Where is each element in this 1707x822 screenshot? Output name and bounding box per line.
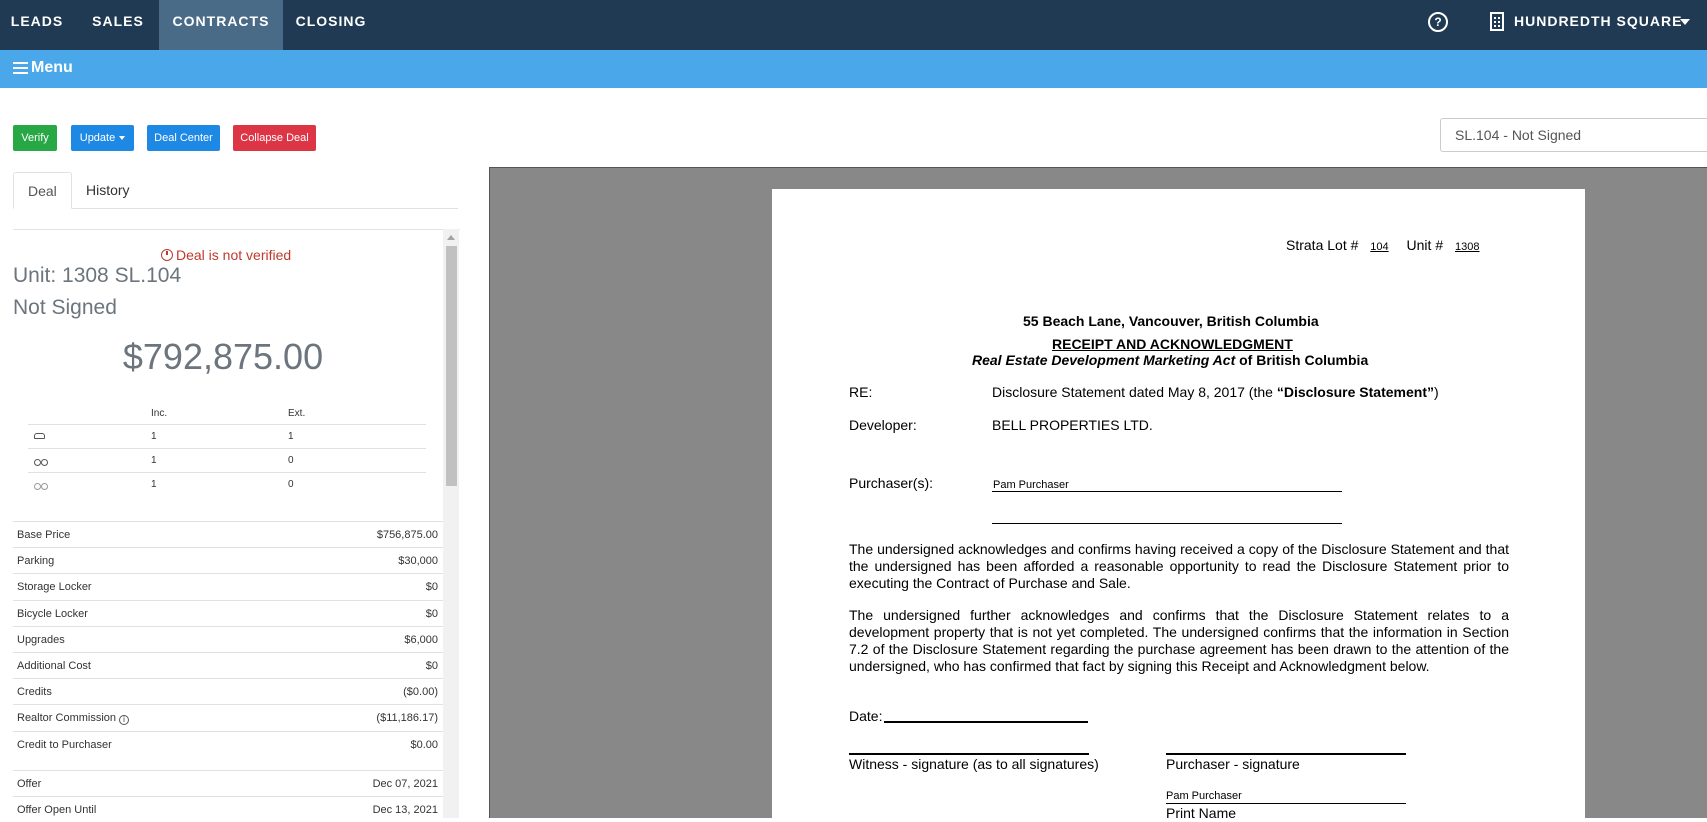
table-row	[28, 449, 426, 473]
unit-label: Unit #	[1406, 237, 1444, 253]
ext-header: Ext.	[288, 408, 306, 419]
row-label: Offer	[17, 777, 42, 790]
print-name-line	[1166, 803, 1406, 804]
scrollbar-thumb[interactable]	[446, 246, 457, 486]
table-row	[13, 796, 443, 822]
table-row	[13, 600, 443, 626]
building-icon	[1490, 12, 1504, 31]
row-value: $0	[425, 581, 438, 594]
row-label: Additional Cost	[17, 659, 91, 672]
table-row	[28, 425, 426, 449]
re-label: RE:	[849, 384, 873, 400]
row-label: Bicycle Locker	[17, 607, 88, 620]
car-icon	[34, 433, 45, 439]
motorcycle-icon	[34, 481, 46, 487]
collapse-deal-button[interactable]: Collapse Deal	[233, 125, 316, 151]
deal-status: Not Signed	[13, 296, 117, 319]
warning-text: Deal is not verified	[176, 247, 292, 263]
table-row	[13, 770, 443, 796]
row-value: Dec 13, 2021	[372, 803, 438, 816]
project-selector[interactable]: HUNDREDTH SQUARE	[1514, 13, 1683, 29]
paragraph-2: The undersigned further acknowledges and confirms that the Disclosure Statement relates to a development property that is not yet completed. The undersigned confirms that the information in Section 7.2 of the Disclosure Statement regarding the purchase agreement has been drawn to the attention of the undersigned, who has confirmed that fact by signing this Receipt and Acknowledgment below.	[849, 607, 1509, 674]
row-value: ($0.00)	[403, 686, 438, 699]
strata-lot-field	[1286, 237, 1487, 253]
help-icon[interactable]: ?	[1428, 12, 1448, 32]
chevron-down-icon[interactable]	[1680, 19, 1690, 25]
table-row	[28, 473, 426, 497]
ext-value: 0	[288, 455, 294, 466]
table-row	[13, 521, 443, 547]
scroll-up-arrow-icon[interactable]	[447, 235, 455, 240]
row-label: Realtor Commission	[17, 712, 117, 725]
purchaser-line	[992, 491, 1342, 492]
table-row	[13, 652, 443, 678]
row-value: $756,875.00	[376, 529, 438, 541]
print-name-label: Print Name	[1166, 805, 1237, 821]
verify-button[interactable]: Verify	[13, 125, 57, 151]
deal-price: $792,875.00	[122, 336, 324, 377]
purchaser-line-2	[992, 523, 1342, 524]
table-row	[13, 547, 443, 573]
inc-value: 1	[151, 431, 157, 442]
row-value: $0	[425, 659, 438, 672]
act-rest: of British Columbia	[1235, 352, 1369, 368]
inc-value: 1	[151, 479, 157, 490]
financials-table	[13, 521, 443, 822]
row-label: Storage Locker	[17, 581, 92, 594]
act-italic: Real Estate Development Marketing Act	[972, 352, 1236, 368]
verification-warning	[161, 247, 291, 263]
document-heading: RECEIPT AND ACKNOWLEDGMENT	[1052, 336, 1293, 352]
row-value: $0.00	[410, 738, 438, 751]
paragraph-1: The undersigned acknowledges and confirms having received a copy of the Disclosure Statement and that the undersigned has been afforded a reasonable opportunity to read the Disclosure Statement prior to executing the Contract of Purchase and Sale.	[849, 541, 1509, 591]
nav-sales[interactable]: SALES	[92, 13, 144, 29]
clock-icon	[161, 249, 173, 261]
update-dropdown-button[interactable]	[71, 125, 134, 151]
row-value: ($11,186.17)	[376, 712, 438, 725]
strata-lot-value: 104	[1370, 241, 1389, 253]
caret-down-icon	[119, 136, 125, 140]
strata-lot-label: Strata Lot #	[1286, 237, 1359, 253]
ext-value: 0	[288, 479, 294, 490]
row-label: Parking	[17, 555, 55, 568]
re-text	[992, 384, 1439, 400]
inclusions-header	[28, 402, 426, 425]
row-label: Base Price	[17, 529, 71, 541]
deal-center-button[interactable]: Deal Center	[147, 125, 220, 151]
tab-history[interactable]: History	[86, 182, 130, 198]
menu-bar	[0, 50, 1707, 88]
inc-value: 1	[151, 455, 157, 466]
nav-closing[interactable]: CLOSING	[295, 13, 367, 29]
table-row	[13, 573, 443, 599]
bicycle-icon	[34, 457, 46, 463]
inc-header: Inc.	[151, 408, 168, 419]
re-text-bold: “Disclosure Statement”	[1276, 384, 1434, 400]
date-line	[884, 721, 1088, 723]
row-value: $6,000	[404, 633, 438, 646]
print-name-value: Pam Purchaser	[1166, 790, 1242, 802]
purchaser-value: Pam Purchaser	[993, 479, 1069, 491]
row-label: Offer Open Until	[17, 803, 97, 816]
table-row	[13, 626, 443, 652]
row-label: Credits	[17, 686, 52, 699]
table-row	[13, 731, 443, 757]
inclusions-table	[28, 402, 426, 497]
info-icon[interactable]: i	[119, 715, 129, 725]
row-value: Dec 07, 2021	[372, 777, 438, 790]
row-label: Credit to Purchaser	[17, 738, 112, 751]
top-navbar	[0, 0, 1707, 50]
purchaser-signature-line	[1166, 753, 1406, 755]
menu-toggle[interactable]: Menu	[31, 59, 73, 76]
unit-value: 1308	[1455, 241, 1480, 253]
update-label: Update	[79, 132, 116, 144]
document-page	[772, 189, 1585, 821]
witness-line	[849, 753, 1089, 755]
act-title	[972, 352, 1368, 368]
document-address: 55 Beach Lane, Vancouver, British Columbia	[1023, 313, 1319, 329]
realtor-commission-label	[17, 712, 129, 725]
unit-title: Unit: 1308 SL.104	[13, 264, 182, 287]
nav-contracts[interactable]: CONTRACTS	[159, 0, 283, 50]
table-row	[13, 678, 443, 704]
purchaser-label: Purchaser(s):	[849, 475, 934, 491]
spacer	[13, 757, 443, 770]
date-label: Date:	[849, 708, 883, 724]
row-value: $0	[425, 607, 438, 620]
row-label: Upgrades	[17, 633, 65, 646]
ext-value: 1	[288, 431, 294, 442]
developer-label: Developer:	[849, 417, 917, 433]
row-value: $30,000	[398, 555, 438, 568]
tab-deal[interactable]: Deal	[13, 172, 72, 209]
developer-value: BELL PROPERTIES LTD.	[992, 417, 1153, 433]
re-text-pre: Disclosure Statement dated May 8, 2017 (the	[992, 384, 1277, 400]
nav-leads[interactable]: LEADS	[10, 13, 64, 29]
document-status-select[interactable]: SL.104 - Not Signed	[1440, 118, 1707, 152]
re-text-post: )	[1434, 384, 1439, 400]
table-row	[13, 704, 443, 730]
witness-label: Witness - signature (as to all signatures)	[849, 756, 1099, 772]
purchaser-signature-label: Purchaser - signature	[1166, 756, 1300, 772]
hamburger-icon[interactable]	[13, 62, 28, 74]
